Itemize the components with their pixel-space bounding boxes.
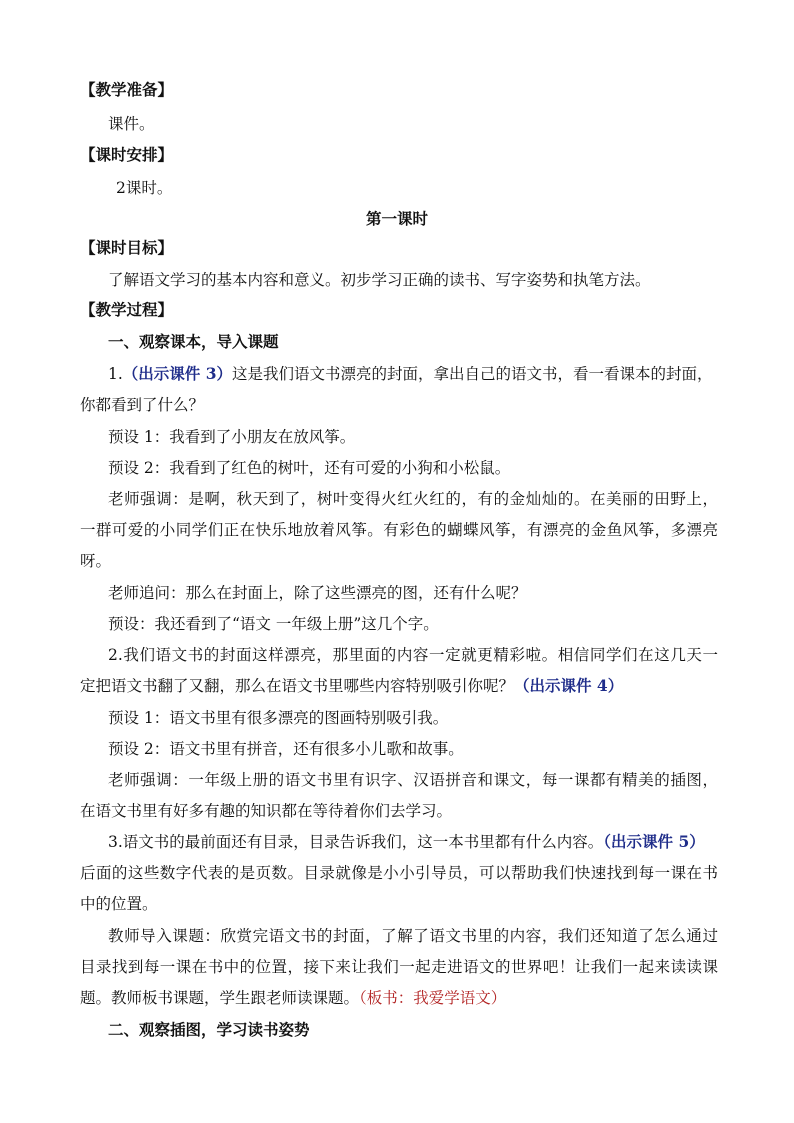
schedule-body: 2课时。 [116, 179, 173, 197]
teacher-emphasis-1-line-1: 老师强调：是啊，秋天到了，树叶变得火红火红的，有的金灿灿的。在美丽的田野上， [108, 490, 718, 508]
paragraph-3-text: 3.语文书的最前面还有目录，目录告诉我们，这一本书里都有什么内容。 [108, 833, 604, 851]
course-ref-4: （出示课件 4） [514, 676, 624, 695]
teacher-emphasis-1-line-3: 呀。 [80, 552, 112, 570]
section1-title: 一、观察课本，导入课题 [108, 332, 279, 351]
paragraph-1-text: 这是我们语文书漂亮的封面，拿出自己的语文书，看一看课本的封面， [231, 365, 713, 383]
goal-body: 了解语文学习的基本内容和意义。初步学习正确的读书、写字姿势和执笔方法。 [108, 271, 651, 289]
teacher-intro-line-1: 教师导入课题：欣赏完语文书的封面，了解了语文书里的内容，我们还知道了怎么通过 [108, 927, 718, 945]
prep-heading: 【教学准备】 [80, 80, 174, 99]
paragraph-3-line-1 [108, 832, 718, 852]
process-heading: 【教学过程】 [80, 300, 174, 319]
board-note: （板书：我爱学语文） [359, 989, 507, 1007]
teacher-intro-line-2: 目录找到每一课在书中的位置，接下来让我们一起走进语文的世界吧！让我们一起来读读课 [80, 958, 718, 976]
lesson-title: 第一课时 [365, 209, 428, 228]
paragraph-1-line-1 [108, 364, 718, 384]
paragraph-2-line-2 [80, 676, 623, 696]
teacher-intro-text: 题。教师板书课题，学生跟老师读课题。 [80, 989, 360, 1007]
teacher-emphasis-1-line-2: 一群可爱的小同学们正在快乐地放着风筝。有彩色的蝴蝶风筝，有漂亮的金鱼风筝，多漂亮 [80, 521, 718, 539]
paragraph-1-number: 1. [108, 365, 123, 383]
section2-title: 二、观察插图，学习读书姿势 [108, 1020, 310, 1039]
goal-heading: 【课时目标】 [80, 238, 174, 257]
paragraph-1-line-2: 你都看到了什么？ [80, 396, 205, 414]
paragraph-3-line-2: 后面的这些数字代表的是页数。目录就像是小小引导员，可以帮助我们快速找到每一课在书 [80, 864, 718, 882]
course-ref-5: （出示课件 5） [603, 832, 705, 851]
preset-1: 预设 1：我看到了小朋友在放风筝。 [108, 428, 356, 446]
teacher-emphasis-2-line-1: 老师强调：一年级上册的语文书里有识字、汉语拼音和课文，每一课都有精美的插图， [108, 771, 718, 789]
teacher-intro-line-3 [80, 988, 506, 1008]
paragraph-2-text: 定把语文书翻了又翻，那么在语文书里哪些内容特别吸引你呢？ [80, 677, 515, 695]
preset-2: 预设 2：我看到了红色的树叶，还有可爱的小狗和小松鼠。 [108, 459, 511, 477]
prep-body: 课件。 [108, 115, 155, 133]
preset-5: 预设 2：语文书里有拼音，还有很多小儿歌和故事。 [108, 740, 464, 758]
preset-3: 预设：我还看到了“语文 一年级上册”这几个字。 [108, 615, 439, 633]
course-ref-3: （出示课件 3） [122, 364, 232, 383]
teacher-followup: 老师追问：那么在封面上，除了这些漂亮的图，还有什么呢？ [108, 584, 527, 602]
teacher-emphasis-2-line-2: 在语文书里有好多有趣的知识都在等待着你们去学习。 [80, 802, 453, 820]
paragraph-3-line-3: 中的位置。 [80, 895, 158, 913]
preset-4: 预设 1：语文书里有很多漂亮的图画特别吸引我。 [108, 709, 449, 727]
schedule-heading: 【课时安排】 [80, 145, 174, 164]
paragraph-2-line-1: 2.我们语文书的封面这样漂亮，那里面的内容一定就更精彩啦。相信同学们在这几天一 [108, 646, 718, 664]
